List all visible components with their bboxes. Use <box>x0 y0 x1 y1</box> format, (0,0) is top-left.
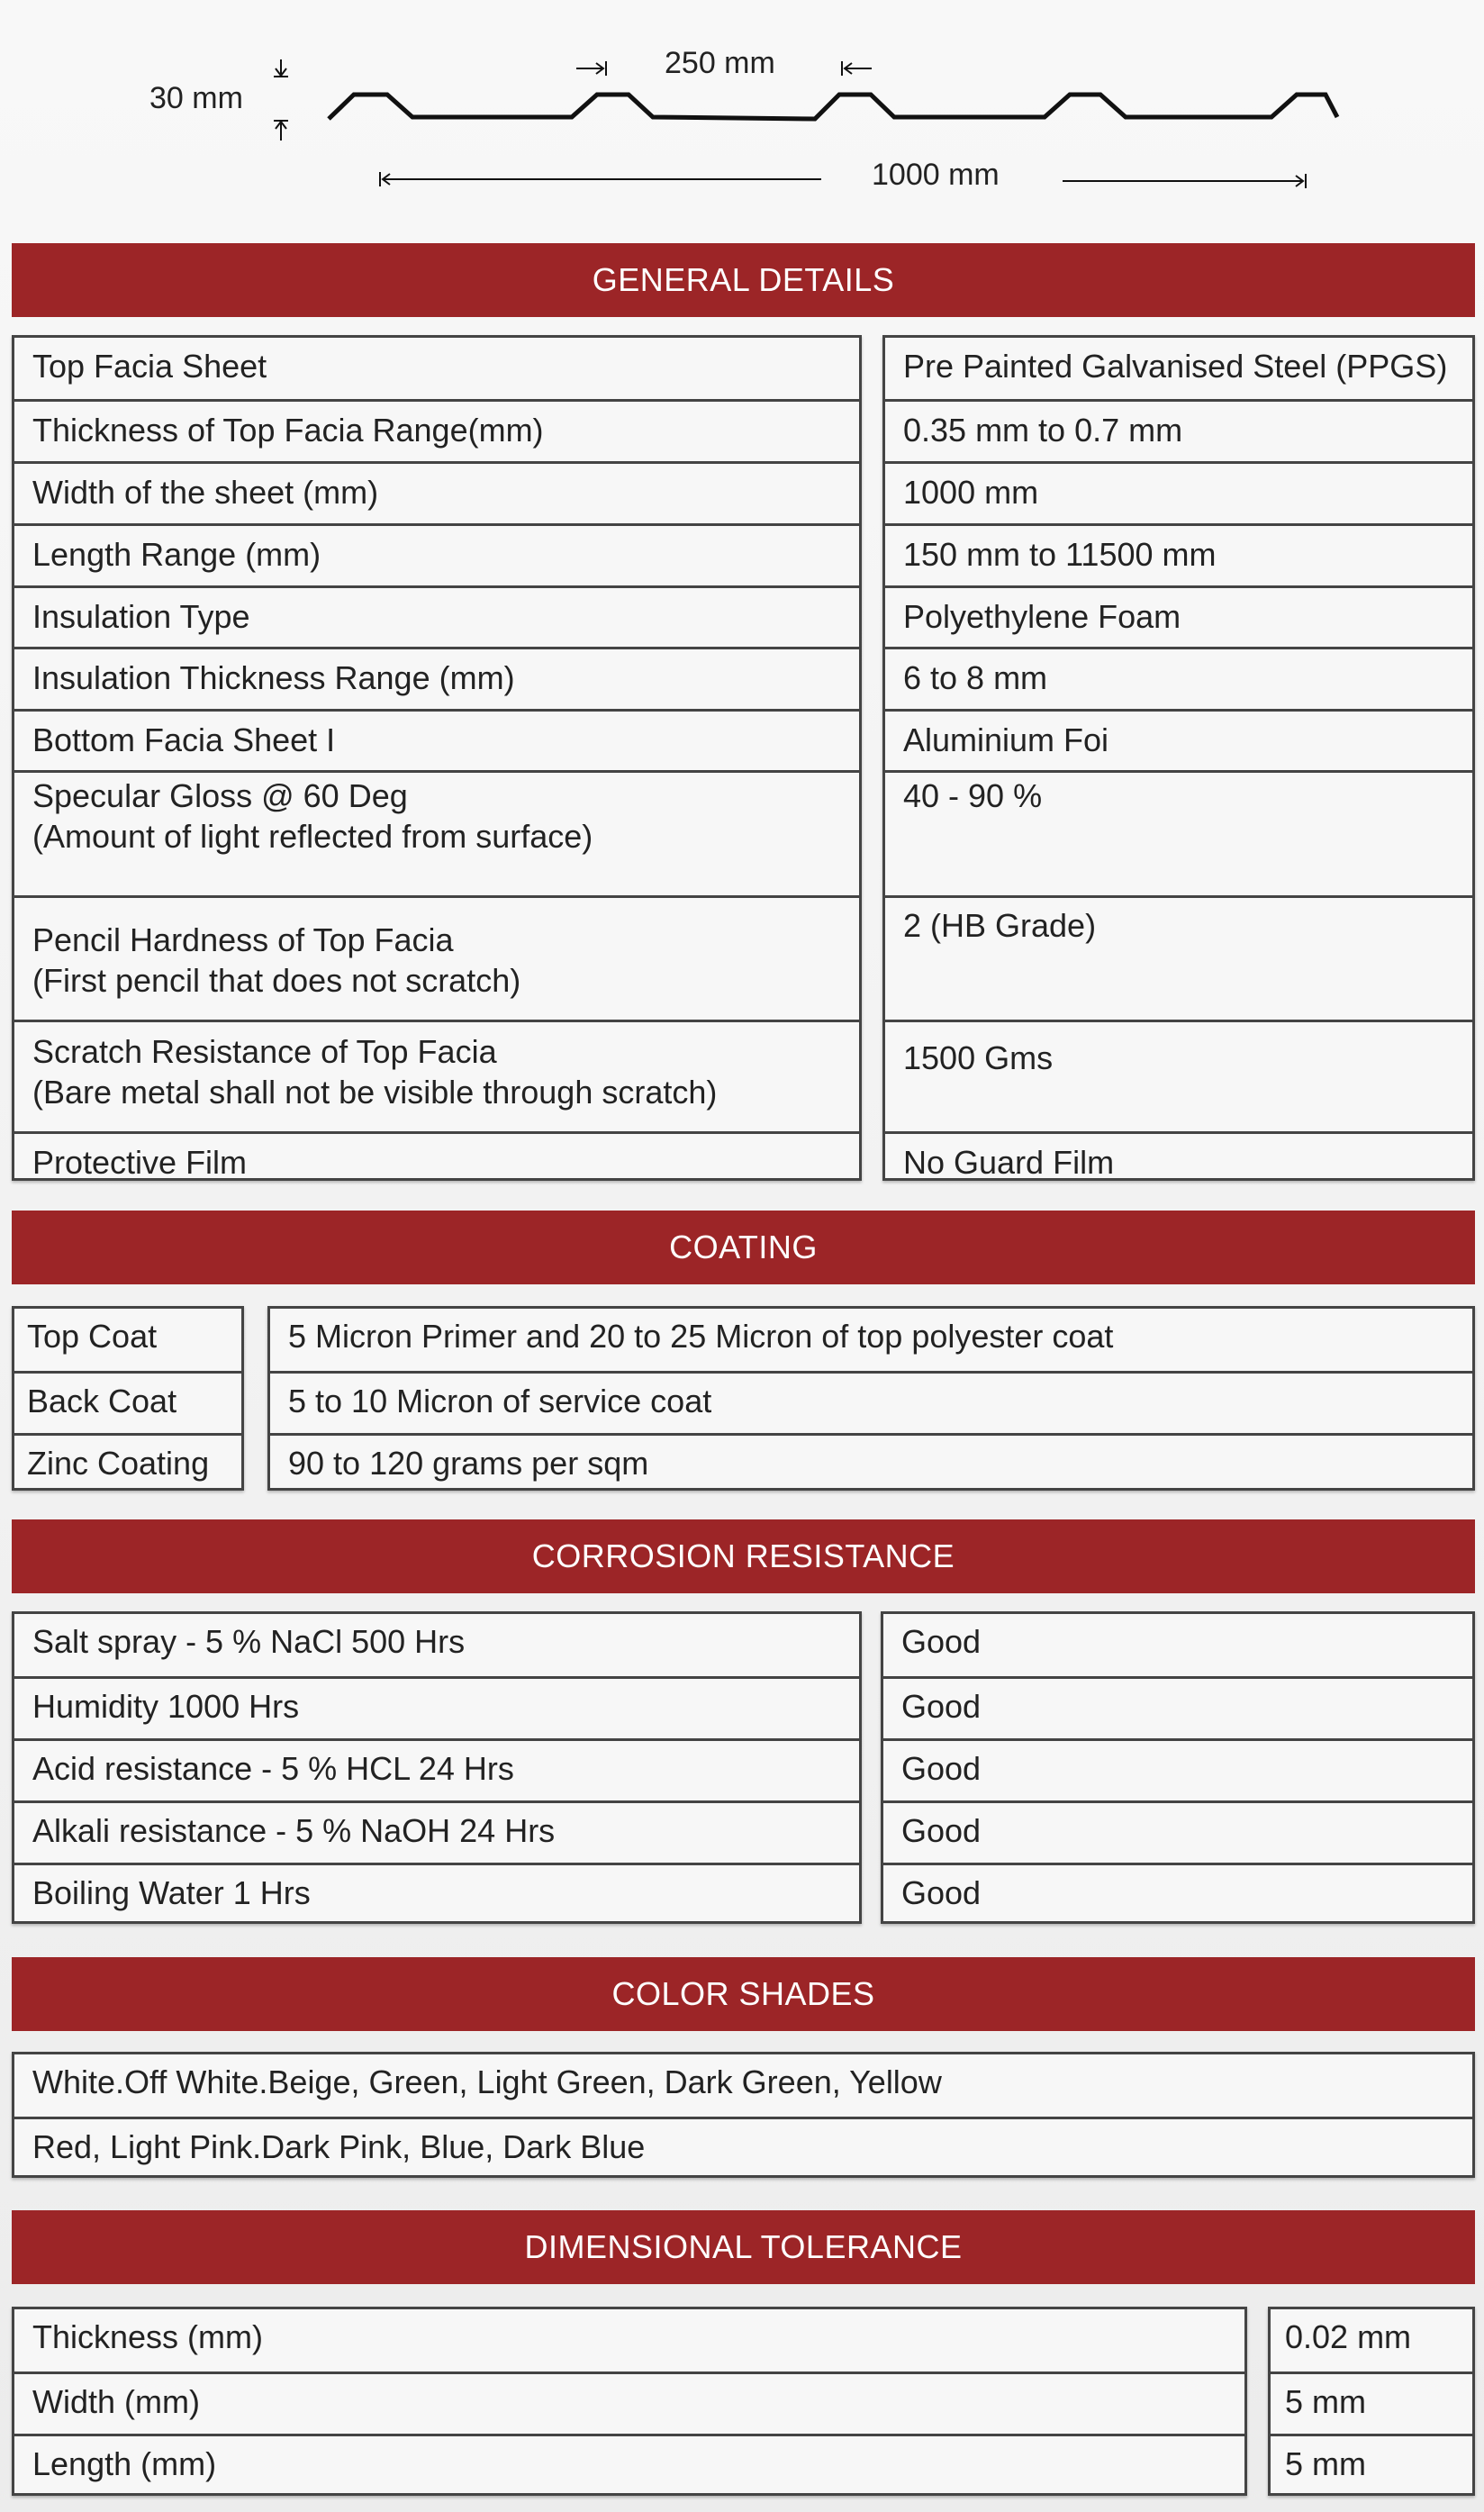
section-header-tolerance: DIMENSIONAL TOLERANCE <box>12 2210 1475 2284</box>
tolerance-row-label-text: Thickness (mm) <box>32 2318 264 2355</box>
general-row-label-text: Top Facia Sheet <box>32 348 267 385</box>
coating-row-label <box>14 1371 241 1433</box>
coating-row-label-text: Zinc Coating <box>27 1445 210 1482</box>
coating-row-value-text: 5 Micron Primer and 20 to 25 Micron of top polyester coat <box>288 1318 1114 1355</box>
general-row-label <box>14 895 859 1020</box>
tolerance-row-label <box>14 2434 1244 2496</box>
general-row-label <box>14 338 859 399</box>
general-row-value-text: 0.35 mm to 0.7 mm <box>903 412 1183 449</box>
corrosion-row-value <box>883 1676 1472 1738</box>
general-row-label-text: Insulation Thickness Range (mm) <box>32 659 515 696</box>
general-row-label-text: Length Range (mm) <box>32 536 321 573</box>
tolerance-row-label <box>14 2309 1244 2371</box>
coating-row-value <box>270 1309 1472 1371</box>
general-row-value-text: 1500 Gms <box>903 1039 1054 1076</box>
general-row-label-text: Specular Gloss @ 60 Deg <box>32 777 408 814</box>
color-shades-table <box>12 2052 1475 2178</box>
general-row-value <box>885 461 1472 523</box>
general-row-label-text: Protective Film <box>32 1144 248 1181</box>
general-row-value <box>885 1131 1472 1193</box>
general-row-label <box>14 399 859 461</box>
corrosion-row-label-text: Alkali resistance - 5 % NaOH 24 Hrs <box>32 1812 556 1849</box>
corrosion-row-label <box>14 1614 859 1676</box>
corrosion-value-table <box>881 1611 1475 1924</box>
sheet-profile-line <box>329 95 1337 119</box>
coating-row-value <box>270 1433 1472 1495</box>
corrosion-row-value-text: Good <box>901 1874 982 1911</box>
corrosion-row-value-text: Good <box>901 1750 982 1787</box>
general-row-label-text: Bottom Facia Sheet I <box>32 721 336 758</box>
color-shades-line-text: Red, Light Pink.Dark Pink, Blue, Dark Blue <box>32 2128 646 2165</box>
general-row-label <box>14 461 859 523</box>
tolerance-row-value <box>1271 2309 1472 2371</box>
coating-row-label-text: Top Coat <box>27 1318 158 1355</box>
corrosion-row-value <box>883 1800 1472 1863</box>
general-row-label <box>14 770 859 895</box>
corrosion-row-value <box>883 1738 1472 1800</box>
general-row-value <box>885 1020 1472 1131</box>
corrosion-row-value <box>883 1863 1472 1925</box>
general-row-value <box>885 770 1472 895</box>
general-row-label-text: (First pencil that does not scratch) <box>32 962 521 999</box>
general-row-value <box>885 523 1472 585</box>
section-header-general: GENERAL DETAILS <box>12 243 1475 317</box>
general-row-value <box>885 895 1472 1020</box>
general-row-value-text: Pre Painted Galvanised Steel (PPGS) <box>903 348 1448 385</box>
corrosion-row-label-text: Boiling Water 1 Hrs <box>32 1874 311 1911</box>
corrosion-row-label <box>14 1863 859 1925</box>
corrosion-label-table <box>12 1611 862 1924</box>
general-row-value <box>885 709 1472 770</box>
color-shades-line-text: White.Off White.Beige, Green, Light Green, Dark Green, Yellow <box>32 2063 942 2100</box>
height-label: 30 mm <box>149 81 243 115</box>
general-row-value <box>885 647 1472 709</box>
general-row-label-text: Scratch Resistance of Top Facia <box>32 1033 497 1070</box>
sheet-profile-diagram <box>0 0 1484 234</box>
tolerance-row-value-text: 0.02 mm <box>1285 2318 1412 2355</box>
corrosion-row-value <box>883 1614 1472 1676</box>
general-row-value-text: 40 - 90 % <box>903 777 1043 814</box>
profile-drawing <box>0 0 1484 234</box>
general-row-value-text: 1000 mm <box>903 474 1039 511</box>
tolerance-value-table <box>1268 2307 1475 2496</box>
color-shades-line <box>14 2117 1472 2179</box>
corrosion-row-value-text: Good <box>901 1812 982 1849</box>
section-header-colors: COLOR SHADES <box>12 1957 1475 2031</box>
general-value-table <box>882 335 1475 1181</box>
general-label-table <box>12 335 862 1181</box>
height-dimension-marker <box>274 59 288 141</box>
general-row-label <box>14 709 859 770</box>
general-row-value-text: 150 mm to 11500 mm <box>903 536 1217 573</box>
tolerance-row-label-text: Width (mm) <box>32 2383 200 2420</box>
corrosion-row-label <box>14 1800 859 1863</box>
pitch-label: 250 mm <box>665 46 775 80</box>
section-header-coating: COATING <box>12 1211 1475 1284</box>
coating-row-value-text: 5 to 10 Micron of service coat <box>288 1383 712 1419</box>
general-row-label <box>14 585 859 647</box>
coating-row-label <box>14 1433 241 1495</box>
corrosion-row-label <box>14 1676 859 1738</box>
tolerance-row-value-text: 5 mm <box>1285 2383 1366 2420</box>
corrosion-row-value-text: Good <box>901 1623 982 1660</box>
general-row-value <box>885 399 1472 461</box>
coating-row-label-text: Back Coat <box>27 1383 177 1419</box>
general-row-label-text: (Amount of light reflected from surface) <box>32 818 593 855</box>
tolerance-row-value-text: 5 mm <box>1285 2445 1366 2482</box>
general-row-label <box>14 1131 859 1193</box>
color-shades-line <box>14 2054 1472 2117</box>
general-row-label-text: Thickness of Top Facia Range(mm) <box>32 412 544 449</box>
corrosion-row-label-text: Humidity 1000 Hrs <box>32 1688 300 1725</box>
corrosion-row-value-text: Good <box>901 1688 982 1725</box>
coating-row-label <box>14 1309 241 1371</box>
general-row-value-text: No Guard Film <box>903 1144 1115 1181</box>
tolerance-row-value <box>1271 2434 1472 2496</box>
coating-value-table <box>267 1306 1475 1491</box>
corrosion-row-label-text: Acid resistance - 5 % HCL 24 Hrs <box>32 1750 514 1787</box>
coating-label-table <box>12 1306 244 1491</box>
general-row-value <box>885 585 1472 647</box>
general-row-label <box>14 523 859 585</box>
tolerance-row-label <box>14 2371 1244 2434</box>
general-row-value-text: 6 to 8 mm <box>903 659 1048 696</box>
general-row-label <box>14 647 859 709</box>
general-row-label-text: Insulation Type <box>32 598 250 635</box>
general-row-value-text: 2 (HB Grade) <box>903 907 1097 944</box>
general-row-label-text: Width of the sheet (mm) <box>32 474 379 511</box>
tolerance-label-table <box>12 2307 1247 2496</box>
corrosion-row-label-text: Salt spray - 5 % NaCl 500 Hrs <box>32 1623 466 1660</box>
width-label: 1000 mm <box>872 158 1000 192</box>
coating-row-value-text: 90 to 120 grams per sqm <box>288 1445 649 1482</box>
tolerance-row-label-text: Length (mm) <box>32 2445 217 2482</box>
general-row-label <box>14 1020 859 1131</box>
coating-row-value <box>270 1371 1472 1433</box>
corrosion-row-label <box>14 1738 859 1800</box>
general-row-label-text: Pencil Hardness of Top Facia <box>32 921 454 958</box>
general-row-label-text: (Bare metal shall not be visible through scratch) <box>32 1074 718 1111</box>
tolerance-row-value <box>1271 2371 1472 2434</box>
width-dimension-marker <box>380 172 1306 188</box>
general-row-value-text: Polyethylene Foam <box>903 598 1181 635</box>
general-row-value <box>885 338 1472 399</box>
general-row-value-text: Aluminium Foi <box>903 721 1109 758</box>
section-header-corrosion: CORROSION RESISTANCE <box>12 1519 1475 1593</box>
